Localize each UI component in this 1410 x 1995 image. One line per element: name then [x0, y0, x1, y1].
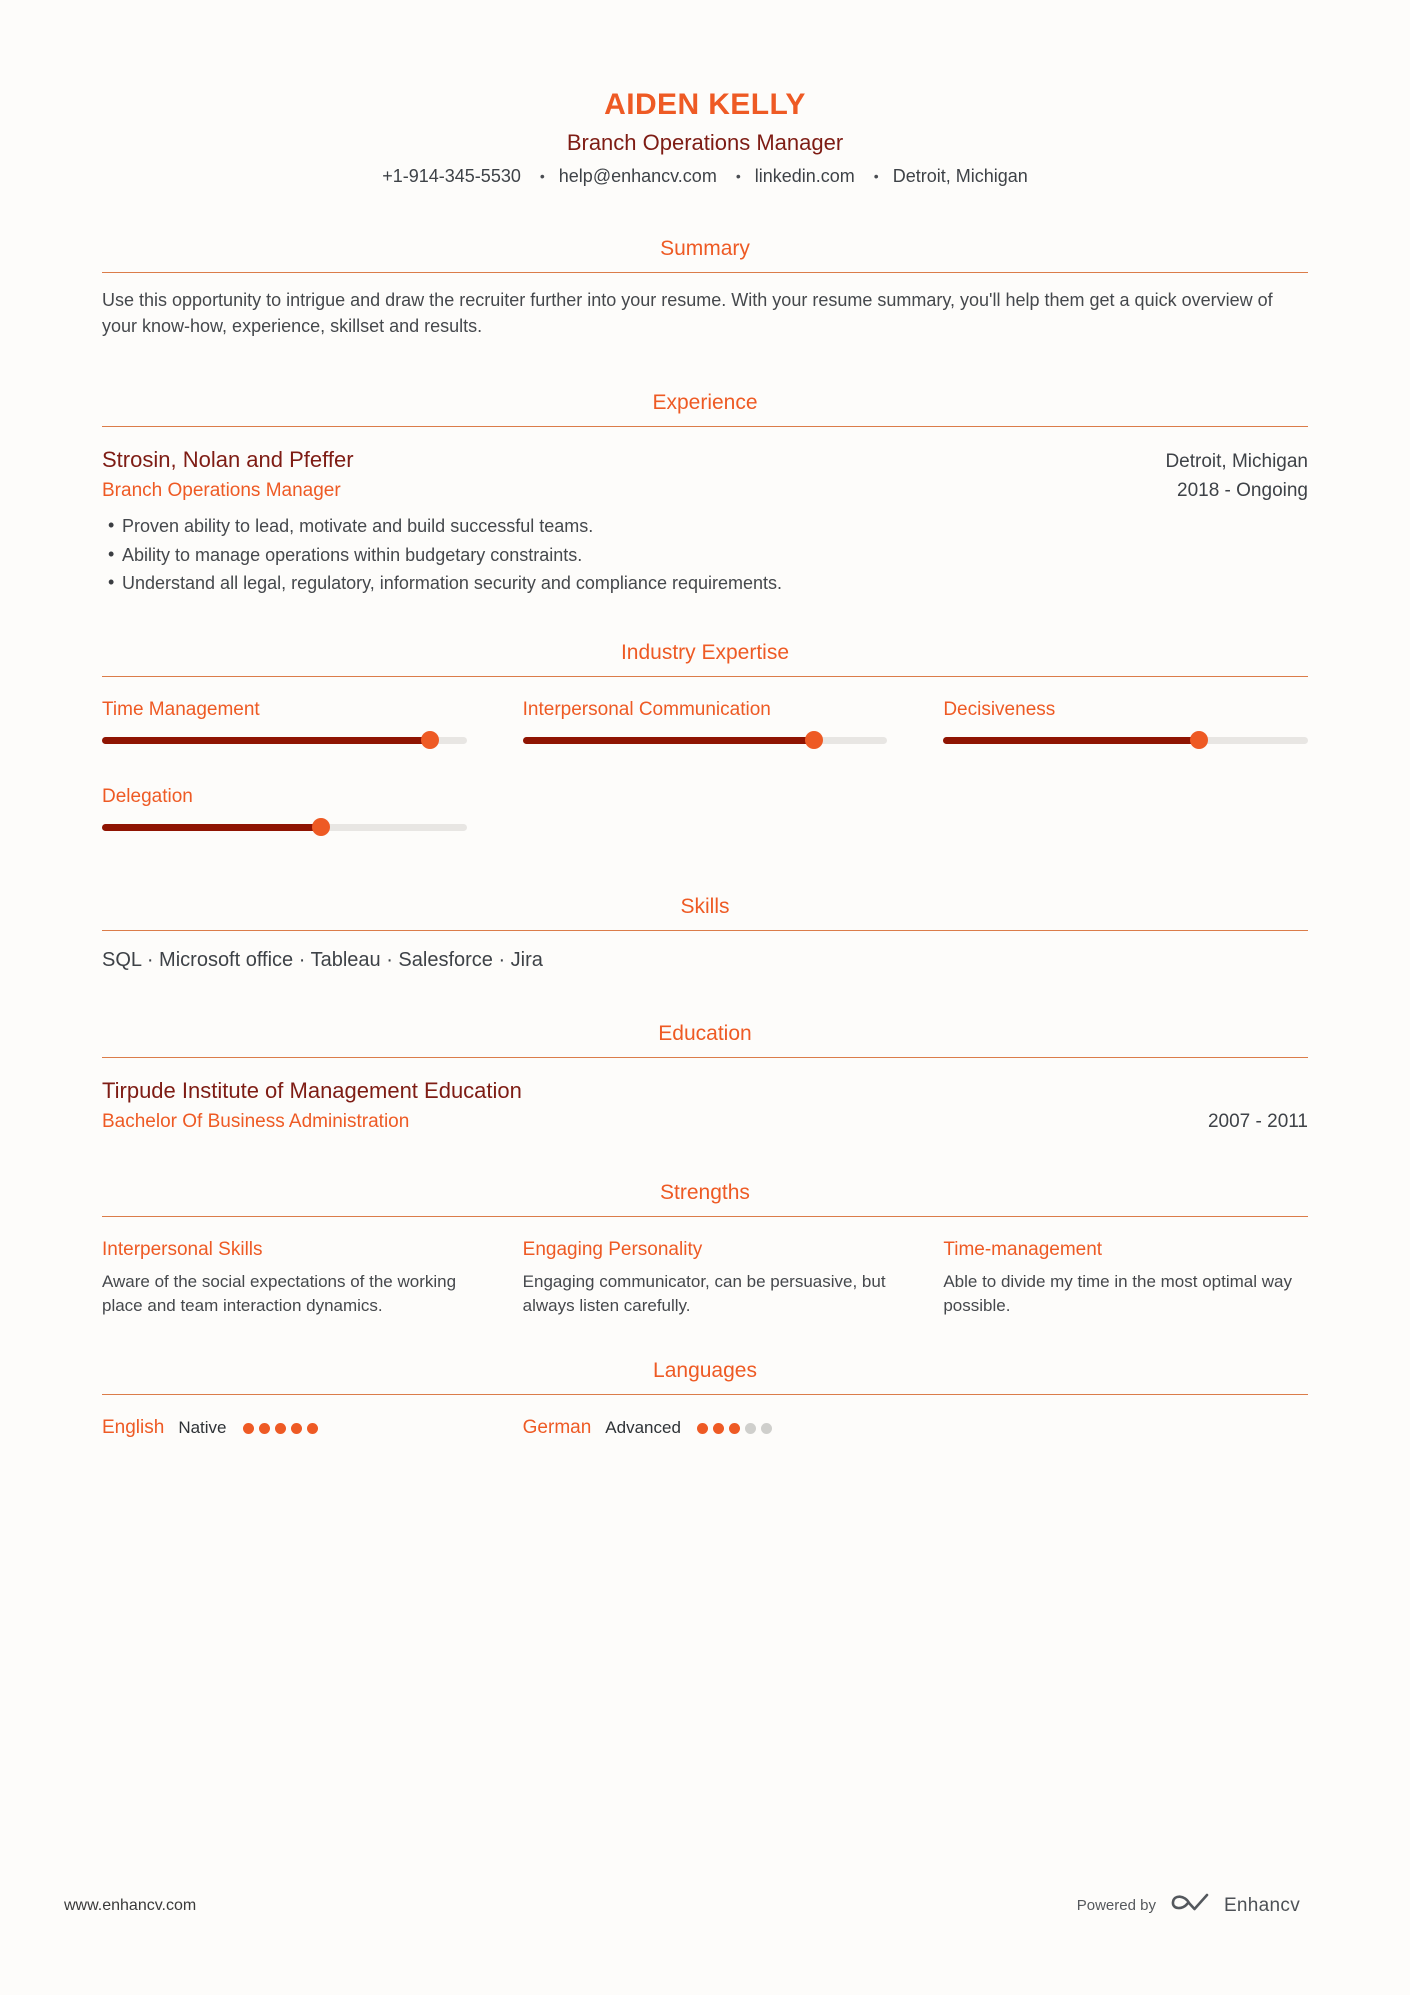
contact-line — [102, 166, 1308, 187]
enhancv-logo-icon — [1168, 1890, 1212, 1921]
language-item — [102, 1417, 467, 1439]
language-name: German — [522, 1417, 592, 1439]
level-dot[interactable] — [291, 1423, 302, 1434]
strength-text: Aware of the social expectations of the working place and team interaction dynamics. — [102, 1271, 457, 1316]
summary-heading: Summary — [102, 237, 1308, 273]
section-skills — [102, 895, 1308, 972]
languages-heading: Languages — [102, 1359, 1308, 1395]
strength-item — [943, 1239, 1308, 1319]
expertise-label: Time Management — [102, 698, 260, 720]
role-title: Branch Operations Manager — [102, 480, 341, 502]
level-dot[interactable] — [729, 1423, 740, 1434]
section-strengths — [102, 1181, 1308, 1319]
expertise-grid — [102, 699, 1308, 831]
slider-track — [523, 737, 888, 744]
language-level-dots — [243, 1423, 318, 1434]
language-level-dots — [697, 1423, 772, 1434]
expertise-slider[interactable] — [943, 737, 1308, 744]
contact-email[interactable]: • help@enhancv.com — [526, 166, 717, 187]
language-item — [523, 1417, 888, 1439]
strength-title: Engaging Personality — [522, 1238, 703, 1260]
enhancv-brand-text: Enhancv — [1223, 1894, 1300, 1916]
experience-bullet: • Proven ability to lead, motivate and build successful teams. — [102, 514, 1308, 540]
expertise-label: Decisiveness — [943, 698, 1056, 720]
level-dot[interactable] — [259, 1423, 270, 1434]
skills-heading: Skills — [102, 895, 1308, 931]
skills-list: SQL · Microsoft office · Tableau · Salesforce · Jira — [102, 948, 543, 971]
role-period: 2018 - Ongoing — [1177, 480, 1308, 502]
strength-item — [523, 1239, 888, 1319]
person-job-title: Branch Operations Manager — [566, 130, 844, 155]
level-dot[interactable] — [275, 1423, 286, 1434]
level-dot[interactable] — [761, 1423, 772, 1434]
degree-title: Bachelor Of Business Administration — [102, 1110, 410, 1132]
slider-track — [102, 824, 467, 831]
slider-knob[interactable] — [805, 731, 823, 749]
strength-item — [102, 1239, 467, 1319]
experience-bullets — [102, 514, 1308, 597]
slider-knob[interactable] — [421, 731, 439, 749]
summary-text: Use this opportunity to intrigue and draw the recruiter further into your resume. With your resume summary, you'll help them get a quick overview of your know-how, experience, skillset and results. — [102, 290, 1273, 337]
footer-website-link[interactable]: www.enhancv.com — [64, 1896, 197, 1914]
strengths-heading: Strengths — [102, 1181, 1308, 1217]
strength-title: Interpersonal Skills — [102, 1238, 263, 1260]
expertise-label: Interpersonal Communication — [522, 698, 771, 720]
language-level: Native — [178, 1418, 227, 1438]
expertise-item — [102, 786, 467, 831]
slider-fill — [102, 737, 430, 744]
section-education — [102, 1022, 1308, 1133]
expertise-label: Delegation — [102, 785, 193, 807]
section-industry-expertise — [102, 641, 1308, 831]
section-languages — [102, 1359, 1308, 1439]
contact-location: • Detroit, Michigan — [860, 166, 1028, 187]
slider-knob[interactable] — [1190, 731, 1208, 749]
slider-fill — [943, 737, 1198, 744]
experience-bullet: • Understand all legal, regulatory, information security and compliance requirements. — [102, 571, 1308, 597]
language-level: Advanced — [605, 1418, 681, 1438]
expertise-slider[interactable] — [523, 737, 888, 744]
slider-track — [943, 737, 1308, 744]
slider-fill — [102, 824, 321, 831]
school-name: Tirpude Institute of Management Education — [102, 1077, 522, 1103]
level-dot[interactable] — [697, 1423, 708, 1434]
expertise-item — [943, 699, 1308, 744]
expertise-item — [523, 699, 888, 744]
expertise-slider[interactable] — [102, 824, 467, 831]
page-footer — [64, 1890, 1300, 1921]
education-heading: Education — [102, 1022, 1308, 1058]
powered-by-group — [1077, 1890, 1300, 1921]
powered-by-label: Powered by — [1076, 1897, 1156, 1914]
language-name: English — [102, 1417, 165, 1439]
level-dot[interactable] — [713, 1423, 724, 1434]
person-name: AIDEN KELLY — [604, 88, 806, 121]
contact-linkedin[interactable]: • linkedin.com — [722, 166, 855, 187]
strength-text: Engaging communicator, can be persuasive, but always listen carefully. — [522, 1271, 886, 1316]
slider-knob[interactable] — [312, 818, 330, 836]
strengths-grid — [102, 1239, 1308, 1319]
languages-grid — [102, 1417, 1308, 1439]
contact-phone[interactable]: +1-914-345-5530 — [382, 166, 521, 186]
expertise-slider[interactable] — [102, 737, 467, 744]
level-dot[interactable] — [243, 1423, 254, 1434]
strength-title: Time-management — [943, 1238, 1103, 1260]
experience-bullet: • Ability to manage operations within budgetary constraints. — [102, 543, 1308, 569]
slider-fill — [523, 737, 815, 744]
industry-expertise-heading: Industry Expertise — [102, 641, 1308, 677]
strength-text: Able to divide my time in the most optimal way possible. — [943, 1271, 1292, 1316]
level-dot[interactable] — [745, 1423, 756, 1434]
expertise-item — [102, 699, 467, 744]
slider-track — [102, 737, 467, 744]
section-experience — [102, 391, 1308, 597]
section-summary — [102, 237, 1308, 339]
company-name: Strosin, Nolan and Pfeffer — [102, 447, 354, 473]
level-dot[interactable] — [307, 1423, 318, 1434]
experience-heading: Experience — [102, 391, 1308, 427]
company-location: Detroit, Michigan — [1165, 451, 1308, 473]
education-period: 2007 - 2011 — [1207, 1110, 1308, 1132]
